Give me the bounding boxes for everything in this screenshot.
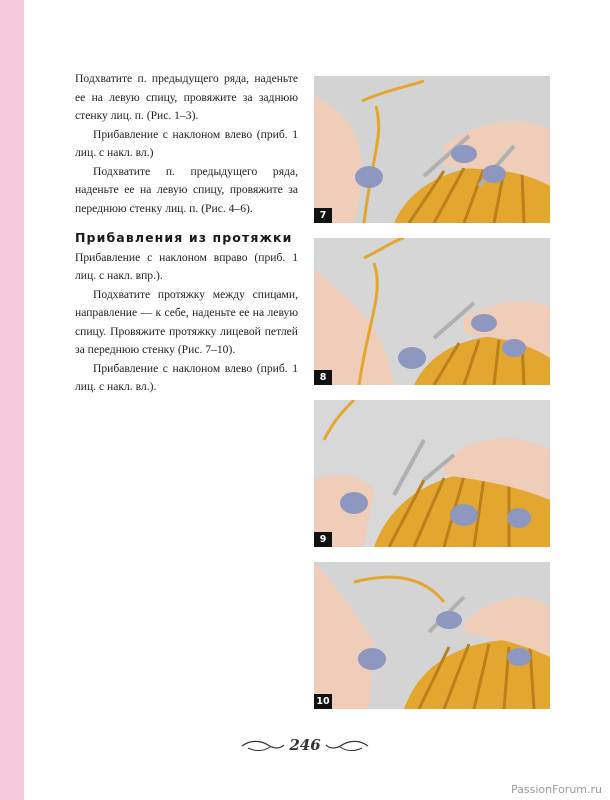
paragraph: Подхватите протяжку между спицами, направление — к себе, наденьте ее на левую спицу. Провяжите протяжку лицевой петлей за переднюю стенку (Рис. 7–10). xyxy=(75,287,298,356)
ornament-left-icon xyxy=(240,739,285,753)
paragraph: Подхватите п. предыдущего ряда, наденьте ее на левую спицу, провяжите за заднюю стенку лиц. п. (Рис. 1–3). xyxy=(75,72,298,122)
photo-10 xyxy=(314,562,550,709)
knitting-photo-10 xyxy=(314,562,550,709)
photo-7 xyxy=(314,76,550,223)
paragraph: Прибавление с наклоном влево (приб. 1 лиц. с накл. вл.). xyxy=(75,361,298,393)
photo-9 xyxy=(314,400,550,547)
text-column xyxy=(75,70,298,397)
paragraph: Прибавление с наклоном вправо (приб. 1 лиц. с накл. впр.). xyxy=(75,250,298,282)
page-edge-band xyxy=(0,0,24,800)
figure-number: 8 xyxy=(314,370,332,385)
photo-8 xyxy=(314,238,550,385)
paragraph: Прибавление с наклоном влево (приб. 1 лиц. с накл. вл.) xyxy=(75,127,298,159)
section-heading: Прибавления из протяжки xyxy=(75,230,293,245)
ornament-right-icon xyxy=(325,739,370,753)
figure-number: 7 xyxy=(314,208,332,223)
knitting-photo-7 xyxy=(314,76,550,223)
paragraph: Подхватите п. предыдущего ряда, наденьте ее на левую спицу, провяжите за переднюю стенку лиц. п. (Рис. 4–6). xyxy=(75,164,298,215)
knitting-photo-9 xyxy=(314,400,550,547)
page-number: 246 xyxy=(289,736,321,754)
figure-number: 10 xyxy=(314,694,332,709)
watermark: PassionForum.ru xyxy=(511,783,602,796)
knitting-photo-8 xyxy=(314,238,550,385)
figure-number: 9 xyxy=(314,532,332,547)
page-footer xyxy=(0,733,610,763)
